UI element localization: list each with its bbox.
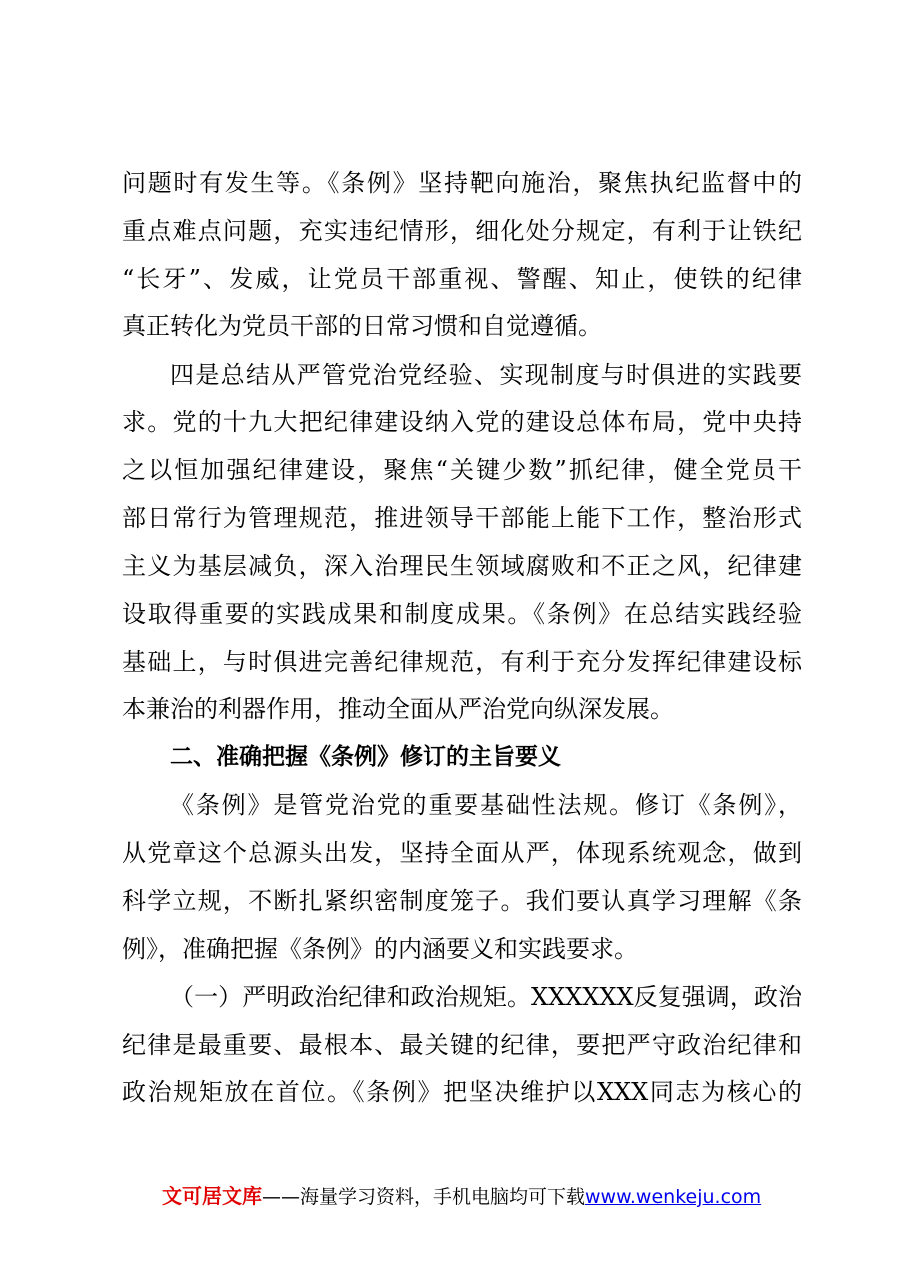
paragraph-line: 问题时有发生等。《条例》坚持靶向施治，聚焦执纪监督中的 (122, 169, 802, 197)
paragraph-line: 纪律是最重要、最根本、最关键的纪律，要把严守政治纪律和 (122, 1031, 802, 1059)
paragraph-line: （一）严明政治纪律和政治规矩。XXXXXX反复强调，政治 (170, 983, 802, 1011)
paragraph-line: 从党章这个总源头出发，坚持全面从严，体现系统观念，做到 (122, 839, 802, 867)
footer-banner (162, 1182, 761, 1211)
paragraph-line: 部日常行为管理规范，推进领导干部能上能下工作，整治形式 (122, 504, 802, 532)
paragraph-line: 政治规矩放在首位。《条例》把坚决维护以XXX同志为核心的 (122, 1078, 802, 1106)
paragraph-line: 设取得重要的实践成果和制度成果。《条例》在总结实践经验 (122, 600, 802, 628)
footer-brand: 文可居文库 (162, 1184, 262, 1208)
paragraph-line: 主义为基层减负，深入治理民生领域腐败和不正之风，纪律建 (122, 552, 802, 580)
paragraph-line: 《条例》是管党治党的重要基础性法规。修订《条例》， (170, 791, 802, 819)
paragraph-line: 本兼治的利器作用，推动全面从严治党向纵深发展。 (122, 695, 674, 723)
paragraph-line: 重点难点问题，充实违纪情形，细化处分规定，有利于让铁纪 (122, 217, 802, 245)
paragraph-line: 例》，准确把握《条例》的内涵要义和实践要求。 (122, 935, 638, 963)
paragraph-line: 四是总结从严管党治党经验、实现制度与时俱进的实践要 (170, 361, 802, 389)
paragraph-line: “长牙”、发威，让党员干部重视、警醒、知止，使铁的纪律 (122, 265, 802, 293)
paragraph-line: 科学立规，不断扎紧织密制度笼子。我们要认真学习理解《条 (122, 887, 802, 915)
footer-description: ——海量学习资料，手机电脑均可下载 (262, 1186, 586, 1208)
footer-url-link[interactable]: www.wenkeju.com (585, 1186, 762, 1208)
section-heading: 二、准确把握《条例》修订的主旨要义 (170, 744, 561, 770)
paragraph-line: 基础上，与时俱进完善纪律规范，有利于充分发挥纪律建设标 (122, 648, 802, 676)
paragraph-line: 求。党的十九大把纪律建设纳入党的建设总体布局，党中央持 (122, 408, 802, 436)
paragraph-line: 真正转化为党员干部的日常习惯和自觉遵循。 (122, 312, 602, 340)
paragraph-line: 之以恒加强纪律建设，聚焦“关键少数”抓纪律，健全党员干 (122, 456, 802, 484)
